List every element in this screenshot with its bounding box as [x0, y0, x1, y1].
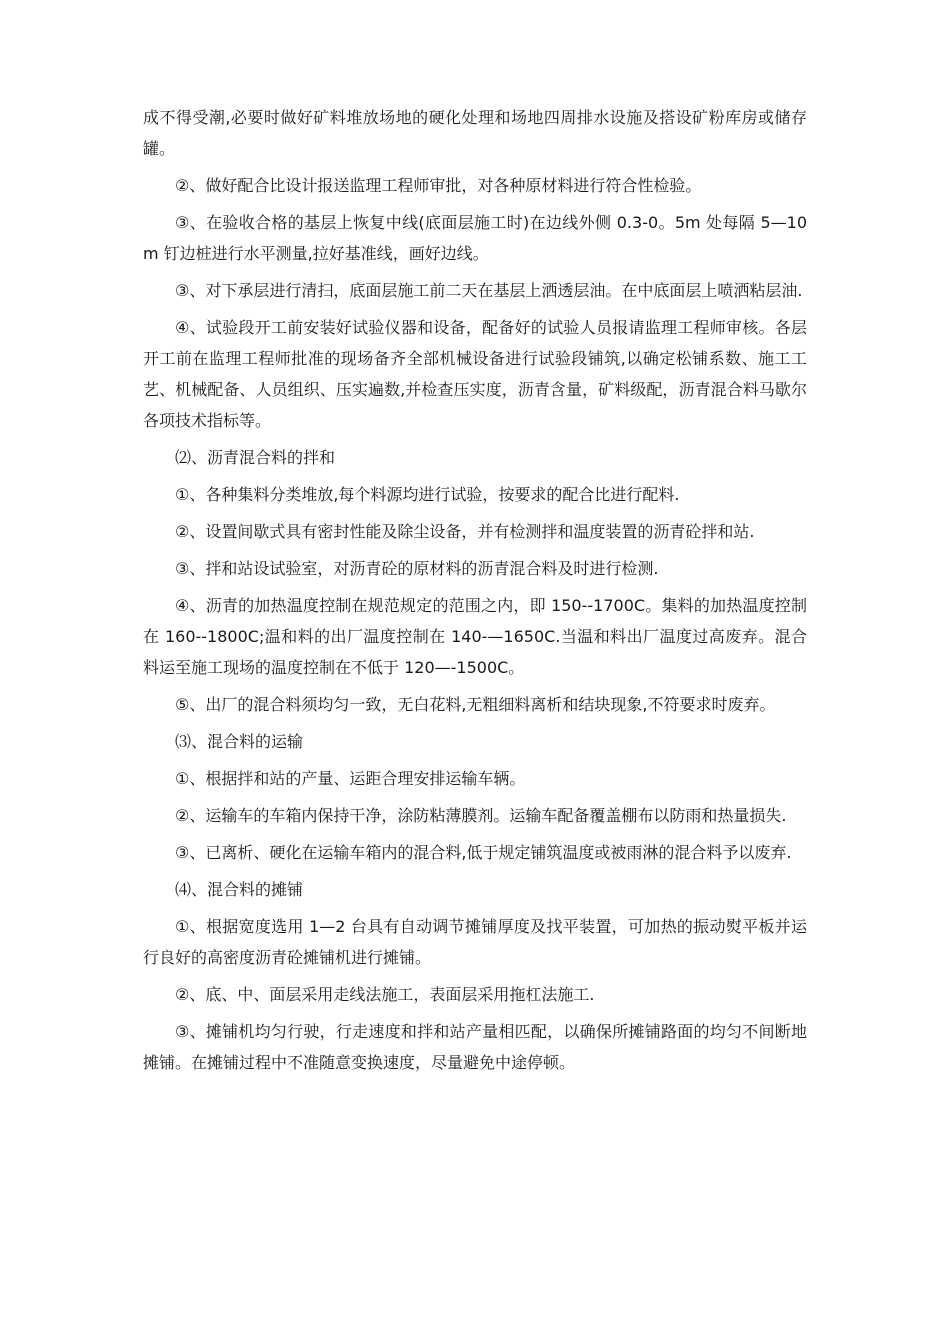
- paragraph: ②、运输车的车箱内保持干净，涂防粘薄膜剂。运输车配备覆盖棚布以防雨和热量损失.: [175, 806, 787, 825]
- paragraph: ③、摊铺机均匀行驶，行走速度和拌和站产量相匹配，以确保所摊铺路面的均匀不间断地摊铺。在摊铺过程中不准随意变换速度，尽量避免中途停顿。: [143, 1022, 807, 1072]
- paragraph: ③、拌和站设试验室，对沥青砼的原材料的沥青混合料及时进行检测.: [175, 559, 659, 578]
- paragraph: ②、设置间歇式具有密封性能及除尘设备，并有检测拌和温度装置的沥青砼拌和站.: [175, 522, 755, 541]
- paragraph: ②、底、中、面层采用走线法施工，表面层采用拖杠法施工.: [175, 985, 595, 1004]
- paragraph: ①、根据拌和站的产量、运距合理安排运输车辆。: [175, 769, 526, 788]
- section-heading: ⑷、混合料的摊铺: [175, 880, 304, 899]
- paragraph: ⑤、出厂的混合料须均匀一致，无白花料,无粗细料离析和结块现象,不符要求时废弃。: [175, 695, 776, 714]
- paragraph: ④、试验段开工前安装好试验仪器和设备，配备好的试验人员报请监理工程师审核。各层开工前在监理工程师批准的现场备齐全部机械设备进行试验段铺筑,以确定松铺系数、施工工艺、机械配备、人员组织、压实遍数,并检查压实度，沥青含量，矿料级配，沥青混合料马歇尔各项技术指标等。: [143, 318, 807, 430]
- paragraph: ③、对下承层进行清扫，底面层施工前二天在基层上洒透层油。在中底面层上喷洒粘层油.: [175, 281, 803, 300]
- section-heading: ⑵、沥青混合料的拌和: [175, 448, 336, 467]
- paragraph: ④、沥青的加热温度控制在规范规定的范围之内，即 150--1700C。集料的加热温度控制在 160--1800C;温和料的出厂温度控制在 140-—1650C.当温和料出厂温度过高废弃。混合料运至施工现场的温度控制在不低于 120—-1500C。: [143, 596, 807, 677]
- document-body: [143, 102, 807, 1084]
- section-heading: ⑶、混合料的运输: [175, 732, 304, 751]
- paragraph: ①、各种集料分类堆放,每个料源均进行试验，按要求的配合比进行配料.: [175, 485, 680, 504]
- paragraph: ③、已离析、硬化在运输车箱内的混合料,低于规定铺筑温度或被雨淋的混合料予以废弃.: [175, 843, 792, 862]
- paragraph: ③、在验收合格的基层上恢复中线(底面层施工时)在边线外侧 0.3-0。5m 处每隔 5—10m 钉边桩进行水平测量,拉好基准线，画好边线。: [143, 213, 807, 263]
- paragraph: 成不得受潮,必要时做好矿料堆放场地的硬化处理和场地四周排水设施及搭设矿粉库房或储存罐。: [143, 108, 807, 158]
- paragraph: ①、根据宽度选用 1—2 台具有自动调节摊铺厚度及找平装置，可加热的振动熨平板并运行良好的高密度沥青砼摊铺机进行摊铺。: [143, 917, 807, 967]
- paragraph: ②、做好配合比设计报送监理工程师审批，对各种原材料进行符合性检验。: [175, 176, 702, 195]
